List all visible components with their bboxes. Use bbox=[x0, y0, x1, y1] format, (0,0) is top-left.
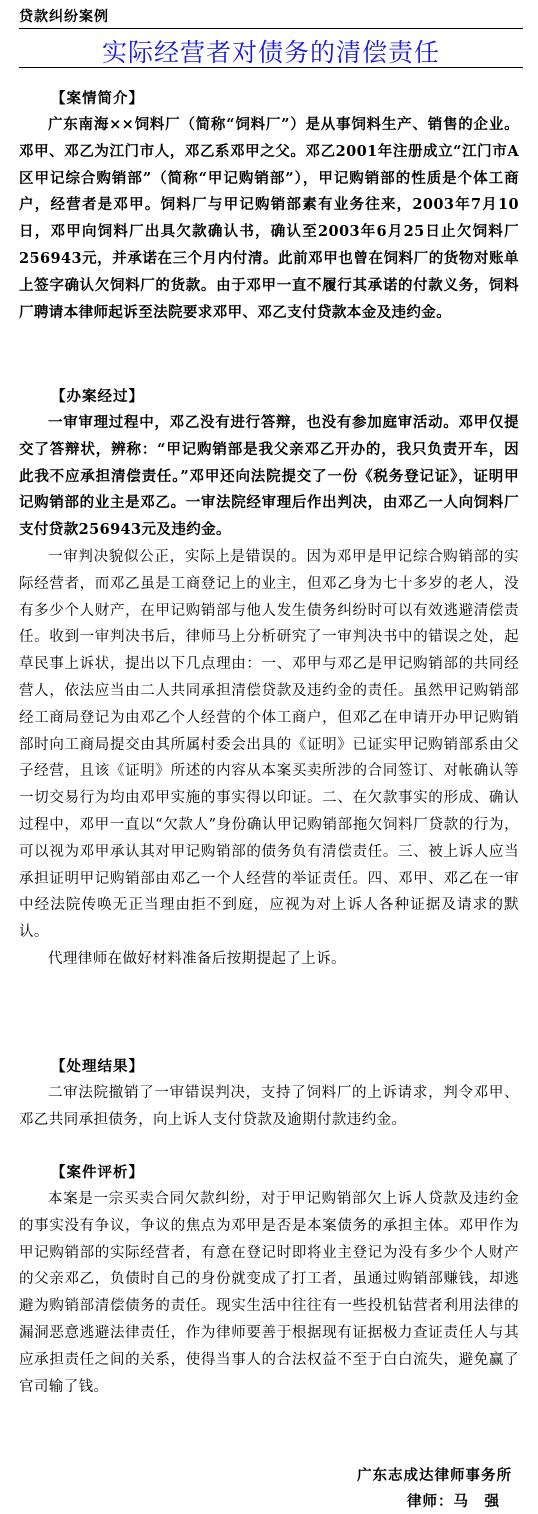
article-title: 实际经营者对债务的清偿责任 bbox=[101, 38, 440, 67]
paragraph: 一审审理过程中，邓乙没有进行答辩，也没有参加庭审活动。邓甲仅提交了答辩状，辨称：“甲记购销部是我父亲邓乙开办的，我只负责开车，因此我不应承担清偿责任。”邓甲还向法院提交了一份《税务登记证》，证明甲记购销部的业主是邓乙。一审法院经审理后作出判决，由邓乙一人向饲料厂支付贷款256943元及违约金。 bbox=[19, 414, 519, 539]
paragraph: 代理律师在做好材料准备后按期提起了上诉。 bbox=[48, 950, 346, 967]
paragraph: 广东南海××饲料厂（简称“饲料厂”）是从事饲料生产、销售的企业。邓甲、邓乙为江门市人，邓乙系邓甲之父。邓乙2001年注册成立“江门市A区甲记综合购销部”（简称“甲记购销部”），甲记购销部的性质是个体工商户，经营者是邓甲。饲料厂与甲记购销部素有业务往来，2003年7月10日，邓甲向饲料厂出具欠款确认书，确认至2003年6月25日止欠饲料厂256943元，并承诺在三个月内付清。此前邓甲也曾在饲料厂的货物对账单上签字确认欠饲料厂的货款。由于邓甲一直不履行其承诺的付款义务，饲料厂聘请本律师起诉至法院要求邓甲、邓乙支付贷款本金及违约金。 bbox=[19, 116, 519, 321]
section-analysis bbox=[19, 1160, 519, 1400]
lawyer-name: 律师：马 强 bbox=[407, 1493, 500, 1510]
paragraph: 一审判决貌似公正，实际上是错误的。因为邓甲是甲记综合购销部的实际经营者，而邓乙虽是工商登记上的业主，但邓乙身为七十多岁的老人，没有多少个人财产，在甲记购销部与他人发生债务纠纷时可以有效逃避清偿责任。收到一审判决书后，律师马上分析研究了一审判决书中的错误之处，起草民事上诉状，提出以下几点理由：一、邓甲与邓乙是甲记购销部的共同经营人，依法应当由二人共同承担清偿贷款及违约金的责任。虽然甲记购销部经工商局登记为由邓乙个人经营的个体工商户，但邓乙在申请开办甲记购销部时向工商局提交由其所属村委会出具的《证明》已证实甲记购销部系由父子经营，且该《证明》所述的内容从本案买卖所涉的合同签订、对帐确认等一切交易行为均由邓甲实施的事实得以印证。二、在欠款事实的形成、确认过程中，邓甲一直以“欠款人”身份确认甲记购销部拖欠饲料厂贷款的行为，可以视为邓甲承认其对甲记购销部的债务负有清偿责任。三、被上诉人应当承担证明甲记购销部由邓乙一个人经营的举证责任。四、邓甲、邓乙在一审中经法院传唤无正当理由拒不到庭，应视为对上诉人各种证据及请求的默认。 bbox=[19, 548, 519, 941]
section-result bbox=[19, 1054, 519, 1134]
section-case-summary bbox=[19, 86, 519, 326]
paragraph: 本案是一宗买卖合同欠款纠纷，对于甲记购销部欠上诉人贷款及违约金的事实没有争议，争议的焦点为邓甲是否是本案债务的承担主体。邓甲作为甲记购销部的实际经营者，有意在登记时即将业主登记为没有多少个人财产的父亲邓乙，负债时自己的身份就变成了打工者，虽通过购销部赚钱，却逃避为购销部清偿债务的责任。现实生活中往往有一些投机钻营者利用法律的漏洞恶意逃避法律责任，作为律师要善于根据现有证据极力查证责任人与其应承担责任之间的关系，使得当事人的合法权益不至于白白流失，避免赢了官司输了钱。 bbox=[19, 1191, 519, 1395]
section-heading: 【案情简介】 bbox=[51, 90, 144, 107]
paragraph: 二审法院撤销了一审错误判决，支持了饲料厂的上诉请求，判令邓甲、邓乙共同承担债务，向上诉人支付贷款及逾期付款违约金。 bbox=[19, 1085, 519, 1128]
section-handling-process bbox=[19, 384, 519, 973]
section-heading: 【案件评析】 bbox=[51, 1164, 144, 1181]
article-category: 贷款纠纷案例 bbox=[19, 9, 109, 25]
law-firm-name: 广东志成达律师事务所 bbox=[357, 1467, 512, 1484]
section-heading: 【办案经过】 bbox=[51, 388, 144, 405]
section-heading: 【处理结果】 bbox=[51, 1058, 144, 1075]
title-bar bbox=[19, 28, 523, 68]
